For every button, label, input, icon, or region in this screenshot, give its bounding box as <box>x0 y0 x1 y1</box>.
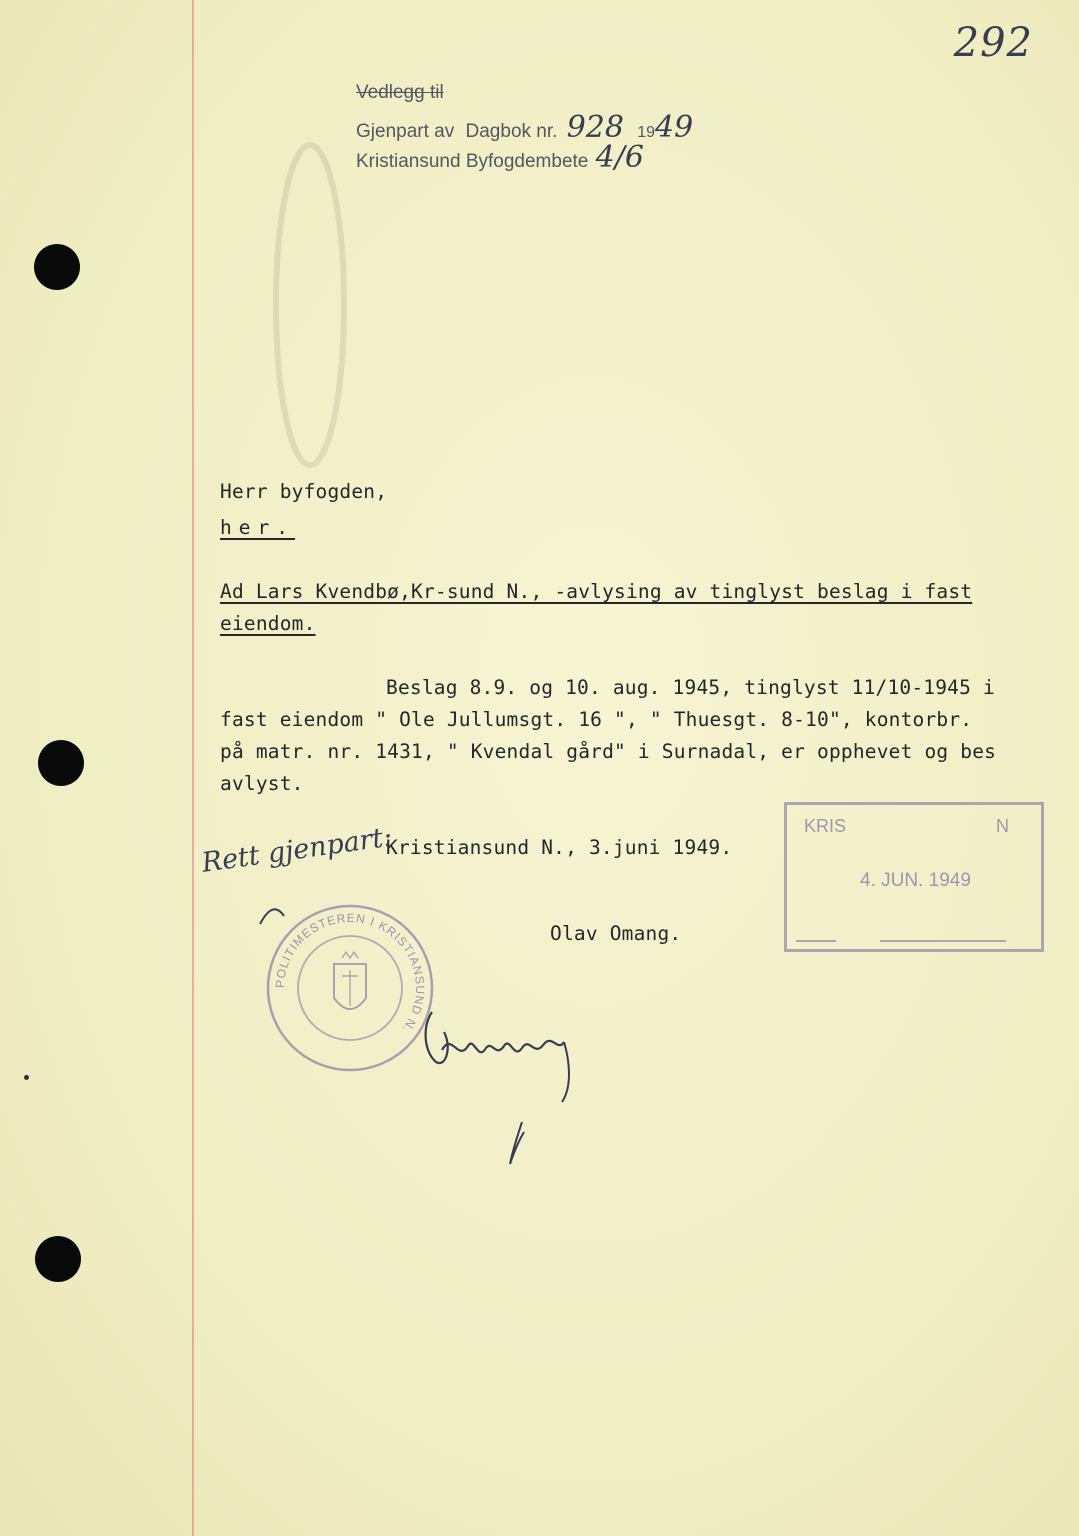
stamp-kris: KRIS <box>804 816 847 836</box>
subject-line-1: Ad Lars Kvendbø,Kr-sund N., -avlysing av tinglyst beslag i fast <box>220 580 973 603</box>
location: her. <box>220 516 295 539</box>
handwritten-signature <box>412 992 592 1172</box>
stamp-dash-short <box>796 940 836 942</box>
dagbok-label: Dagbok nr. <box>465 121 558 142</box>
dagbok-number: 928 <box>566 110 624 145</box>
office-name: Kristiansund Byfogdembete <box>356 151 589 172</box>
header-line-office <box>356 140 644 175</box>
page-number: 292 <box>953 20 1033 66</box>
year-prefix: 19 <box>637 124 656 141</box>
body-line-2: fast eiendom " Ole Jullumsgt. 16 ", " Thuesgt. 8-10", kontorbr. <box>220 708 973 731</box>
punch-hole-bottom <box>35 1236 81 1282</box>
subject-line-2: eiendom. <box>220 612 316 635</box>
salutation: Herr byfogden, <box>220 480 388 503</box>
signatory-name: Olav Omang. <box>550 922 682 945</box>
body-line-1: Beslag 8.9. og 10. aug. 1945, tinglyst 11/10-1945 i <box>386 676 995 699</box>
header-struck-text: Vedlegg til <box>356 82 444 103</box>
seal-text: POLITIMESTEREN I KRISTIANSUND N. <box>272 910 428 1036</box>
stamp-dash-line <box>880 940 1006 942</box>
year-suffix: 49 <box>655 110 694 145</box>
body-line-3: på matr. nr. 1431, " Kvendal gård" i Surnadal, er opphevet og bes <box>220 740 997 763</box>
margin-line <box>192 0 194 1536</box>
stamp-n: N <box>996 816 1009 836</box>
punch-hole-top <box>34 244 80 290</box>
faint-watermark <box>270 130 350 480</box>
received-date: 4/6 <box>595 140 644 175</box>
punch-hole-middle <box>38 740 84 786</box>
gjenpart-label: Gjenpart av <box>356 121 455 142</box>
stamp-date: 4. JUN. 1949 <box>860 870 971 891</box>
rett-gjenpart-note: Rett gjenpart: <box>199 821 395 879</box>
place-date: Kristiansund N., 3.juni 1949. <box>386 836 733 859</box>
body-line-4: avlyst. <box>220 772 304 795</box>
ink-dot <box>24 1075 29 1080</box>
header-line-vedlegg <box>356 82 444 104</box>
police-seal <box>264 902 436 1074</box>
